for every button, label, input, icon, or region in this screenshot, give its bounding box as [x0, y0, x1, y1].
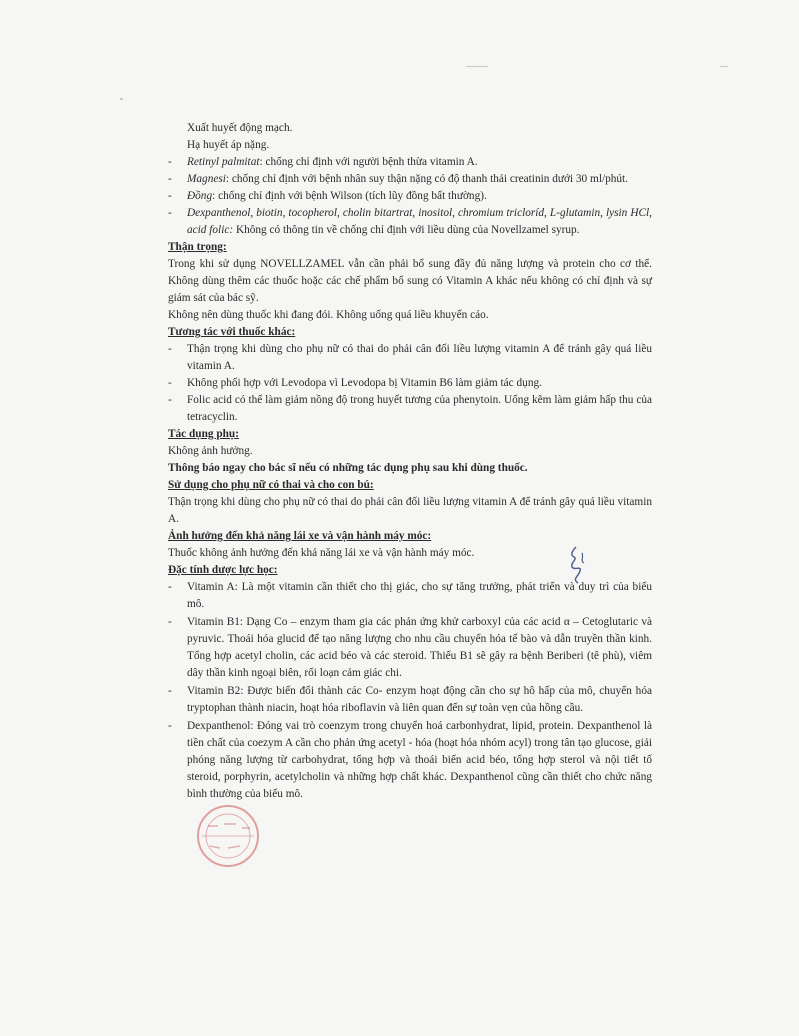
item-text: Dexpanthenol: Đóng vai trò coenzym trong chuyển hoá carbonhydrat, lipid, protein. Dexpanthenol là tiền chất của coezym A cần cho phản ứng acetyl - hóa (hoạt hóa nhóm acyl) trong tân tạo glucose, giải phóng năng lượng từ carbohydrat, tổng hợp và thoái biến acid béo, tổng hợp sterol và nội tiết tố steroid, porphyrin, acetylcholin và những hợp chất khác. Dexpanthenol cũng cần thiết cho chức năng bình thường của biểu mô. [187, 720, 652, 800]
intro-line: Hạ huyết áp nặng. [187, 139, 270, 151]
bullet-dash: - [168, 720, 172, 732]
document-body [168, 120, 652, 804]
signature-mark [562, 545, 592, 585]
bullet-dash: - [168, 581, 172, 593]
list-item [168, 154, 652, 171]
item-text: Thận trọng khi dùng cho phụ nữ có thai do phải cân đối liều lượng vitamin A để tránh gây quá liều vitamin A. [187, 343, 652, 372]
list-item [168, 718, 652, 803]
list-item [168, 392, 652, 426]
section-heading-interactions: Tương tác với thuốc khác: [168, 326, 296, 338]
list-item [168, 683, 652, 717]
bullet-dash: - [168, 190, 172, 202]
ingredient-term: Magnesi [187, 173, 226, 185]
paragraph: Thuốc không ảnh hưởng đến khả năng lái xe và vận hành máy móc. [168, 547, 475, 559]
section-heading-driving: Ảnh hưởng đến khả năng lái xe và vận hành máy móc: [168, 530, 432, 542]
section-heading-pharmacology: Đặc tính dược lực học: [168, 564, 278, 576]
bullet-dash: - [168, 343, 172, 355]
list-item [168, 614, 652, 682]
list-item [168, 341, 652, 375]
item-text: Folic acid có thể làm giảm nồng độ trong huyết tương của phenytoin. Uống kẽm làm giảm hấp thu của tetracyclin. [187, 394, 652, 423]
item-text: : chống chỉ định với người bệnh thừa vitamin A. [259, 156, 478, 168]
section-heading-caution: Thận trọng: [168, 241, 227, 253]
scan-speck [466, 66, 488, 67]
interaction-list [168, 341, 652, 426]
ingredient-term: Dexpanthenol, biotin, tocopherol, cholin bitartrat, inositol, chromium tricloríd, L-glutamin, lysin HCl, acid folic: [187, 207, 652, 236]
bullet-dash: - [168, 685, 172, 697]
scan-speck [720, 66, 728, 67]
bullet-dash: - [168, 394, 172, 406]
list-item [168, 375, 652, 392]
bullet-dash: - [168, 616, 172, 628]
list-item [168, 171, 652, 188]
item-text: Không có thông tin về chống chỉ định với liều dùng của Novellzamel syrup. [233, 224, 580, 236]
ingredient-term: Đồng [187, 190, 213, 202]
item-text: Vitamin B2: Được biến đổi thành các Co- enzym hoạt động cần cho sự hô hấp của mô, chuyển hóa tryptophan thành niacin, hoạt hóa riboflavin và liên quan đến sự toàn vẹn của hồng cầu. [187, 685, 652, 714]
pharmacology-list [168, 579, 652, 803]
paragraph: Không ảnh hưởng. [168, 445, 253, 457]
section-heading-pregnancy: Sử dụng cho phụ nữ có thai và cho con bú: [168, 479, 374, 491]
bullet-dash: - [168, 207, 172, 219]
scan-speck [120, 98, 123, 100]
company-stamp-seal [188, 802, 270, 868]
paragraph: Không nên dùng thuốc khi đang đói. Không uống quá liều khuyến cáo. [168, 309, 489, 321]
signature-stroke [572, 547, 581, 583]
intro-line: Xuất huyết động mạch. [187, 122, 293, 134]
section-heading-side-effects: Tác dụng phụ: [168, 428, 239, 440]
list-item [168, 188, 652, 205]
bullet-dash: - [168, 377, 172, 389]
ingredient-term: Retinyl palmitat [187, 156, 260, 168]
signature-stroke [582, 553, 584, 563]
notice-text: Thông báo ngay cho bác sĩ nếu có những tác dụng phụ sau khi dùng thuốc. [168, 462, 528, 474]
bullet-dash: - [168, 156, 172, 168]
contraindication-list [168, 154, 652, 239]
item-text: : chống chỉ định với bệnh nhân suy thận nặng có độ thanh thải creatinin dưới 30 ml/phút. [225, 173, 628, 185]
item-text: Vitamin B1: Dạng Co – enzym tham gia các phản ứng khử carboxyl của các acid α – Cetoglutaric và pyruvic. Thoái hóa glucid để tạo năng lượng cho nhu cầu chuyển hóa tế bào và dẫn truyền thần kinh. Tổng hợp acetyl cholin, các acid béo và các steroid. Thiếu B1 sẽ gây ra bệnh Beriberi (tê phù), viêm dây thần kinh ngoại biên, rối loạn cảm giác chi. [187, 616, 652, 679]
item-text: : chống chỉ định với bệnh Wilson (tích lũy đồng bất thường). [212, 190, 487, 202]
paragraph: Thận trọng khi dùng cho phụ nữ có thai do phải cân đối liều lượng vitamin A để tránh gây quá liều vitamin A. [168, 496, 652, 525]
paragraph: Trong khi sử dụng NOVELLZAMEL vẫn cần phải bổ sung đầy đủ năng lượng và protein cho cơ thể. Không dùng thêm các thuốc hoặc các chế phẩm bổ sung có Vitamin A khác nếu không có chỉ định và sự giám sát của bác sỹ. [168, 258, 652, 304]
list-item [168, 205, 652, 239]
item-text: Vitamin A: Là một vitamin cần thiết cho thị giác, cho sự tăng trưởng, phát triển và duy trì của biểu mô. [187, 581, 652, 610]
bullet-dash: - [168, 173, 172, 185]
item-text: Không phối hợp với Levodopa vì Levodopa bị Vitamin B6 làm giảm tác dụng. [187, 377, 542, 389]
